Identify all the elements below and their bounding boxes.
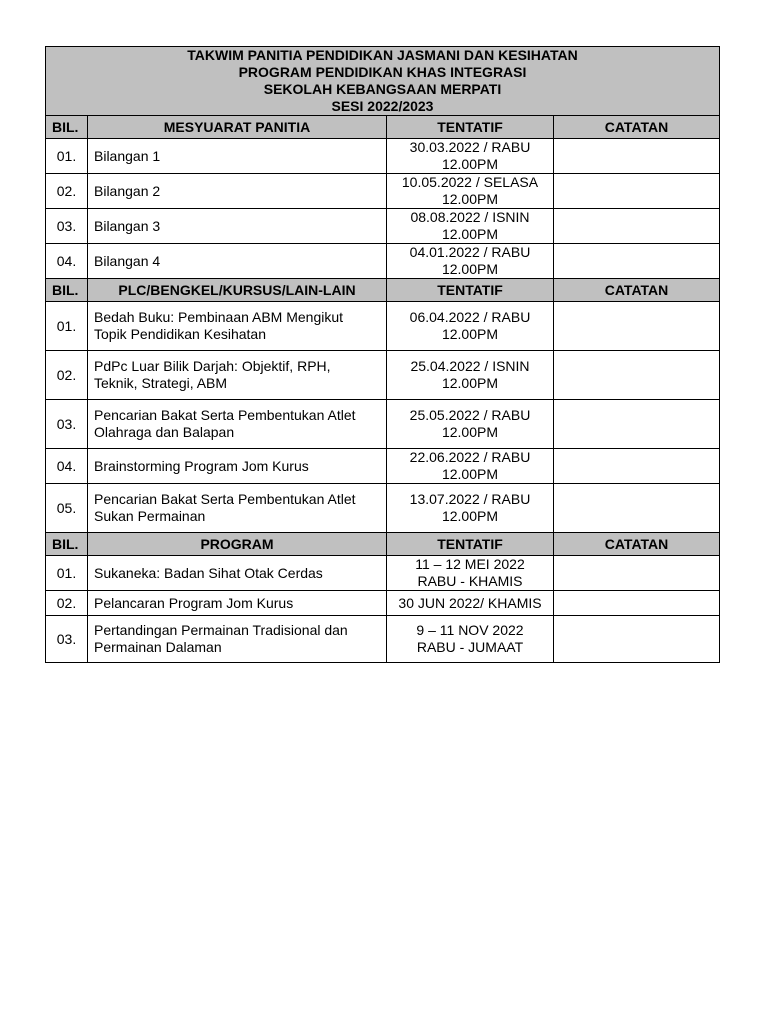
row-tentatif	[387, 209, 554, 244]
item-line: Bedah Buku: Pembinaan ABM Mengikut	[94, 309, 344, 325]
row-number: 04.	[46, 244, 88, 279]
table-row	[46, 302, 720, 351]
row-catatan	[554, 400, 720, 449]
row-number: 05.	[46, 484, 88, 533]
row-tentatif	[387, 351, 554, 400]
tentatif-line: 12.00PM	[441, 375, 499, 391]
row-item	[88, 400, 387, 449]
item-line: Pelancaran Program Jom Kurus	[94, 594, 294, 611]
title-row	[46, 47, 720, 116]
tentatif-line: 12.00PM	[441, 156, 499, 172]
column-header-bil: BIL.	[46, 533, 88, 556]
column-header-catatan: CATATAN	[554, 279, 720, 302]
column-header-item: PROGRAM	[88, 533, 387, 556]
column-header-bil: BIL.	[46, 116, 88, 139]
tentatif-line: 12.00PM	[441, 508, 499, 524]
column-header-tentatif: TENTATIF	[387, 279, 554, 302]
column-header-catatan: CATATAN	[554, 533, 720, 556]
table-row	[46, 209, 720, 244]
table-row	[46, 174, 720, 209]
row-item	[88, 244, 387, 279]
row-catatan	[554, 351, 720, 400]
table-row	[46, 139, 720, 174]
tentatif-line: 25.05.2022 / RABU	[409, 407, 531, 423]
title-line: SESI 2022/2023	[331, 98, 434, 114]
column-header-tentatif: TENTATIF	[387, 533, 554, 556]
row-number: 02.	[46, 591, 88, 616]
row-item	[88, 302, 387, 351]
row-catatan	[554, 139, 720, 174]
tentatif-line: 12.00PM	[441, 466, 499, 482]
row-catatan	[554, 484, 720, 533]
row-catatan	[554, 616, 720, 663]
row-tentatif	[387, 400, 554, 449]
tentatif-line: 9 – 11 NOV 2022	[416, 622, 524, 638]
table-row	[46, 556, 720, 591]
row-number: 03.	[46, 209, 88, 244]
column-header-item: PLC/BENGKEL/KURSUS/LAIN-LAIN	[88, 279, 387, 302]
item-line: Bilangan 4	[94, 252, 161, 269]
document-title	[46, 47, 720, 116]
column-header-item: MESYUARAT PANITIA	[88, 116, 387, 139]
item-line: Bilangan 3	[94, 217, 161, 234]
row-tentatif	[387, 449, 554, 484]
row-tentatif	[387, 556, 554, 591]
table-row	[46, 449, 720, 484]
row-number: 01.	[46, 139, 88, 174]
row-catatan	[554, 591, 720, 616]
tentatif-line: 13.07.2022 / RABU	[409, 491, 531, 507]
row-item	[88, 209, 387, 244]
row-item	[88, 616, 387, 663]
row-number: 03.	[46, 616, 88, 663]
tentatif-line: 12.00PM	[441, 191, 499, 207]
table-row	[46, 400, 720, 449]
section-header-mesyuarat	[46, 116, 720, 139]
tentatif-line: 30 JUN 2022/ KHAMIS	[398, 594, 542, 611]
item-line: PdPc Luar Bilik Darjah: Objektif, RPH,	[94, 358, 331, 374]
item-line: Pertandingan Permainan Tradisional dan	[94, 622, 348, 638]
row-number: 02.	[46, 174, 88, 209]
tentatif-line: 25.04.2022 / ISNIN	[410, 358, 530, 374]
row-catatan	[554, 449, 720, 484]
table-row	[46, 351, 720, 400]
tentatif-line: 12.00PM	[441, 261, 499, 277]
table-row	[46, 484, 720, 533]
table-row	[46, 616, 720, 663]
section-header-plc	[46, 279, 720, 302]
row-tentatif	[387, 591, 554, 616]
item-line: Pencarian Bakat Serta Pembentukan Atlet	[94, 407, 356, 423]
item-line: Olahraga dan Balapan	[94, 424, 235, 440]
row-tentatif	[387, 302, 554, 351]
title-line: SEKOLAH KEBANGSAAN MERPATI	[263, 81, 502, 97]
column-header-bil: BIL.	[46, 279, 88, 302]
row-tentatif	[387, 139, 554, 174]
tentatif-line: RABU - KHAMIS	[417, 573, 523, 589]
row-item	[88, 556, 387, 591]
tentatif-line: 12.00PM	[441, 326, 499, 342]
row-number: 04.	[46, 449, 88, 484]
tentatif-line: 04.01.2022 / RABU	[409, 244, 531, 260]
row-tentatif	[387, 484, 554, 533]
tentatif-line: RABU - JUMAAT	[416, 639, 524, 655]
row-catatan	[554, 209, 720, 244]
title-line: PROGRAM PENDIDIKAN KHAS INTEGRASI	[238, 64, 527, 80]
item-line: Permainan Dalaman	[94, 639, 222, 655]
item-line: Bilangan 2	[94, 182, 161, 199]
row-number: 03.	[46, 400, 88, 449]
tentatif-line: 12.00PM	[441, 226, 499, 242]
tentatif-line: 06.04.2022 / RABU	[409, 309, 531, 325]
row-number: 02.	[46, 351, 88, 400]
tentatif-line: 10.05.2022 / SELASA	[401, 174, 539, 190]
table-row	[46, 591, 720, 616]
column-header-tentatif: TENTATIF	[387, 116, 554, 139]
tentatif-line: 11 – 12 MEI 2022	[415, 556, 525, 572]
row-item	[88, 484, 387, 533]
row-number: 01.	[46, 302, 88, 351]
table-row	[46, 244, 720, 279]
item-line: Topik Pendidikan Kesihatan	[94, 326, 267, 342]
row-number: 01.	[46, 556, 88, 591]
column-header-catatan: CATATAN	[554, 116, 720, 139]
row-tentatif	[387, 244, 554, 279]
item-line: Sukan Permainan	[94, 508, 206, 524]
row-item	[88, 174, 387, 209]
takwim-table	[45, 46, 720, 663]
row-item	[88, 449, 387, 484]
section-header-program	[46, 533, 720, 556]
tentatif-line: 08.08.2022 / ISNIN	[410, 209, 530, 225]
row-catatan	[554, 244, 720, 279]
item-line: Brainstorming Program Jom Kurus	[94, 457, 309, 474]
row-tentatif	[387, 616, 554, 663]
item-line: Sukaneka: Badan Sihat Otak Cerdas	[94, 564, 323, 581]
item-line: Bilangan 1	[94, 147, 161, 164]
tentatif-line: 30.03.2022 / RABU	[409, 139, 531, 155]
row-item	[88, 139, 387, 174]
tentatif-line: 22.06.2022 / RABU	[409, 449, 531, 465]
row-item	[88, 591, 387, 616]
row-catatan	[554, 556, 720, 591]
row-tentatif	[387, 174, 554, 209]
item-line: Teknik, Strategi, ABM	[94, 375, 228, 391]
row-catatan	[554, 302, 720, 351]
row-catatan	[554, 174, 720, 209]
title-line: TAKWIM PANITIA PENDIDIKAN JASMANI DAN KESIHATAN	[187, 47, 578, 63]
tentatif-line: 12.00PM	[441, 424, 499, 440]
item-line: Pencarian Bakat Serta Pembentukan Atlet	[94, 491, 356, 507]
row-item	[88, 351, 387, 400]
